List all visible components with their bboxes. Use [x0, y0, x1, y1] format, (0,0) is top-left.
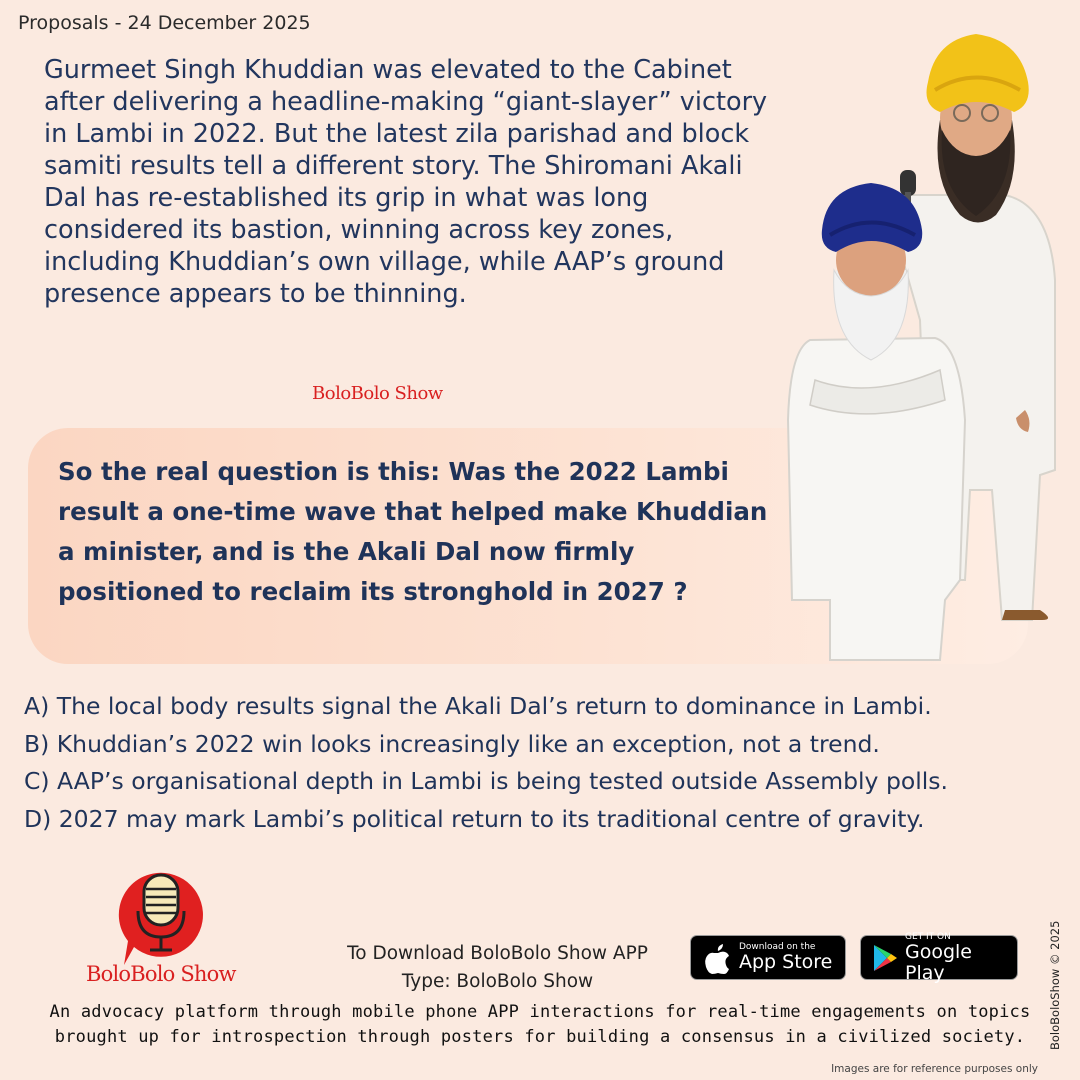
advocacy-text — [20, 1000, 1060, 1050]
appstore-small-text: Download on the — [739, 942, 816, 952]
google-play-icon — [871, 943, 899, 973]
download-line-1: To Download BoloBolo Show APP — [347, 943, 648, 964]
question-line: result a one-time wave that helped make Khuddian — [58, 497, 768, 526]
question-line: a minister, and is the Akali Dal now firmly — [58, 537, 635, 566]
intro-line: considered its bastion, winning across key zones, — [44, 215, 674, 245]
intro-line: in Lambi in 2022. But the latest zila parishad and block — [44, 119, 750, 149]
download-line-2: Type: BoloBolo Show — [401, 971, 594, 992]
copyright: BoloBoloShow © 2025 — [1048, 920, 1062, 1050]
figures-illustration — [770, 20, 1070, 665]
option-a[interactable]: A) The local body results signal the Akali Dal’s return to dominance in Lambi. — [24, 692, 932, 720]
logo-text: BoloBolo Show — [86, 962, 236, 986]
app-store-button[interactable] — [690, 935, 846, 980]
option-b[interactable]: B) Khuddian’s 2022 win looks increasingly like an exception, not a trend. — [24, 729, 880, 758]
gplay-small-text: GET IT ON — [905, 931, 951, 942]
download-instructions — [315, 940, 680, 996]
question-line: So the real question is this: Was the 2022 Lambi — [58, 457, 729, 486]
option-d[interactable]: D) 2027 may mark Lambi’s political return to its traditional centre of gravity. — [24, 804, 925, 833]
option-c[interactable]: C) AAP’s organisational depth in Lambi is being tested outside Assembly polls. — [24, 767, 949, 795]
intro-line: Dal has re-established its grip in what was long — [44, 183, 649, 213]
intro-line: samiti results tell a different story. The Shiromani Akali — [44, 151, 743, 181]
date-line: Proposals - 24 December 2025 — [18, 12, 311, 34]
question-text — [58, 452, 798, 612]
advocacy-line-2: brought up for introspection through posters for building a consensus in a civilized society. — [54, 1027, 1026, 1047]
advocacy-line-1: An advocacy platform through mobile phone APP interactions for real-time engagements on topics — [49, 1002, 1031, 1022]
google-play-button[interactable] — [860, 931, 1018, 984]
intro-line: presence appears to be thinning. — [44, 279, 467, 309]
disclaimer: Images are for reference purposes only — [831, 1063, 1038, 1075]
podcast-microphone-icon — [110, 865, 220, 970]
intro-line: including Khuddian’s own village, while AAP’s ground — [44, 247, 725, 277]
question-line: positioned to reclaim its stronghold in 2027 ? — [58, 577, 688, 606]
answer-options — [24, 688, 948, 838]
appstore-big-text: App Store — [739, 951, 833, 973]
apple-icon — [703, 941, 733, 975]
intro-line: Gurmeet Singh Khuddian was elevated to the Cabinet — [44, 55, 732, 85]
intro-paragraph — [44, 54, 844, 310]
intro-line: after delivering a headline-making “giant-slayer” victory — [44, 87, 768, 117]
brand-watermark: BoloBolo Show — [312, 383, 443, 404]
gplay-big-text: Google Play — [905, 940, 973, 984]
